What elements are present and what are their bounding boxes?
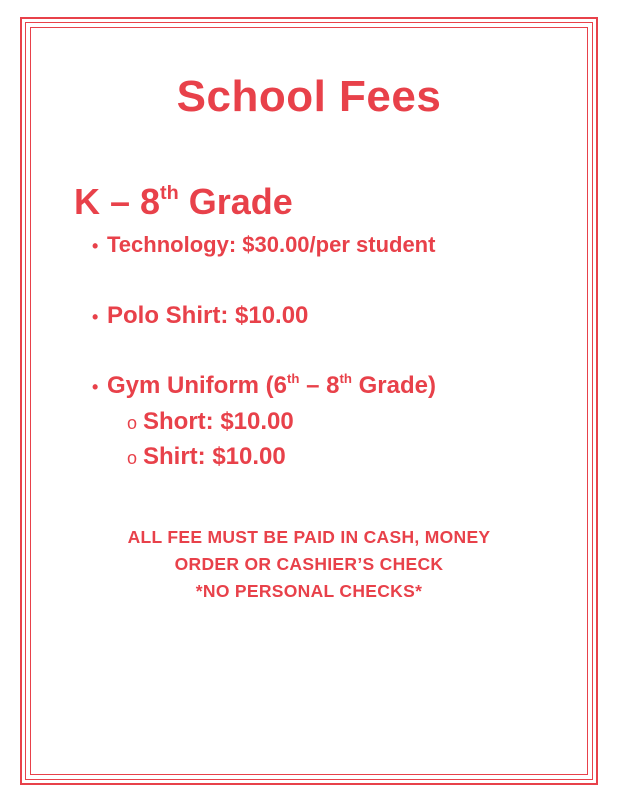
payment-notice xyxy=(0,524,618,605)
grade-heading-prefix: K – 8 xyxy=(74,181,161,222)
payment-notice-line-1: ALL FEE MUST BE PAID IN CASH, MONEY xyxy=(127,527,491,547)
grade-heading xyxy=(74,180,293,230)
gym-uniform-sup-1: th xyxy=(287,371,300,387)
page-title: School Fees xyxy=(176,72,442,121)
grade-heading-suffix: Grade xyxy=(178,181,293,222)
gym-uniform-middle: – 8 xyxy=(299,372,340,399)
hollow-bullet-icon: o xyxy=(127,413,138,433)
gym-uniform-label: Gym Uniform (6 xyxy=(107,372,288,399)
fee-subitem-short-text: Short: $10.00 xyxy=(143,408,294,435)
fee-item-technology xyxy=(92,231,435,260)
gym-uniform-sup-2: th xyxy=(339,371,352,387)
fee-subitem-shirt-text: Shirt: $10.00 xyxy=(143,443,286,470)
fee-item-technology-text: Technology: $30.00/per student xyxy=(107,232,436,257)
grade-heading-superscript: th xyxy=(160,182,179,205)
bullet-icon: • xyxy=(92,236,99,256)
gym-uniform-end: Grade) xyxy=(351,372,436,399)
fee-item-polo-shirt xyxy=(92,302,308,331)
fee-subitem-short xyxy=(127,408,294,437)
payment-notice-line-3: *NO PERSONAL CHECKS* xyxy=(195,581,423,601)
bullet-icon: • xyxy=(92,307,99,327)
bullet-icon: • xyxy=(92,377,99,397)
payment-notice-line-2: ORDER OR CASHIER’S CHECK xyxy=(174,554,444,574)
hollow-bullet-icon: o xyxy=(127,448,138,468)
fee-item-gym-uniform xyxy=(92,372,436,403)
fee-item-polo-shirt-text: Polo Shirt: $10.00 xyxy=(107,302,309,329)
fee-subitem-shirt xyxy=(127,443,286,472)
